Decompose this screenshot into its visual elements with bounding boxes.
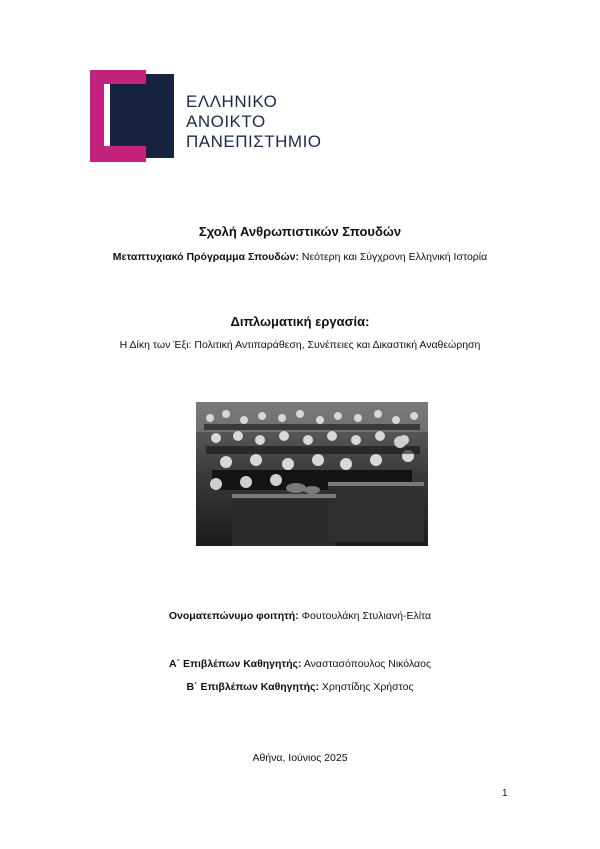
program-line xyxy=(90,250,510,264)
logo-mark-icon xyxy=(90,70,182,162)
supervisor-b-label: Β΄ Επιβλέπων Καθηγητής: xyxy=(186,681,319,693)
supervisor-b-value: Χρηστίδης Χρήστος xyxy=(321,681,414,693)
logo-line-1: ΕΛΛΗΝΙΚΟ xyxy=(186,92,278,111)
logo-wordmark xyxy=(186,92,322,152)
supervisor-a-line xyxy=(90,658,510,670)
student-label: Ονοματεπώνυμο φοιτητή: xyxy=(168,610,299,622)
date-line: Αθήνα, Ιούνιος 2025 xyxy=(252,752,348,764)
supervisor-a-label: Α΄ Επιβλέπων Καθηγητής: xyxy=(168,658,302,670)
thesis-title: Η Δίκη των Έξι: Πολιτική Αντιπαράθεση, Συνέπειες και Δικαστική Αναθεώρηση xyxy=(119,339,481,351)
supervisor-a-value: Αναστασόπουλος Νικόλαος xyxy=(303,658,432,670)
courtroom-photo xyxy=(196,402,428,546)
logo-line-3: ΠΑΝΕΠΙΣΤΗΜΙΟ xyxy=(186,132,322,151)
student-value: Φουτουλάκη Στυλιανή-Ελίτα xyxy=(301,610,432,622)
program-value: Νεότερη και Σύγχρονη Ελληνική Ιστορία xyxy=(301,251,488,263)
school-name: Σχολή Ανθρωπιστικών Σπουδών xyxy=(198,224,402,239)
page-number: 1 xyxy=(502,788,508,799)
university-logo xyxy=(90,70,330,162)
courtroom-photo-image xyxy=(196,402,428,546)
logo-line-2: ΑΝΟΙΚΤΟ xyxy=(186,112,266,131)
student-line xyxy=(90,610,510,622)
thesis-heading: Διπλωματική εργασία: xyxy=(230,314,370,329)
program-label: Μεταπτυχιακό Πρόγραμμα Σπουδών: xyxy=(112,251,299,263)
supervisor-b-line xyxy=(90,681,510,693)
